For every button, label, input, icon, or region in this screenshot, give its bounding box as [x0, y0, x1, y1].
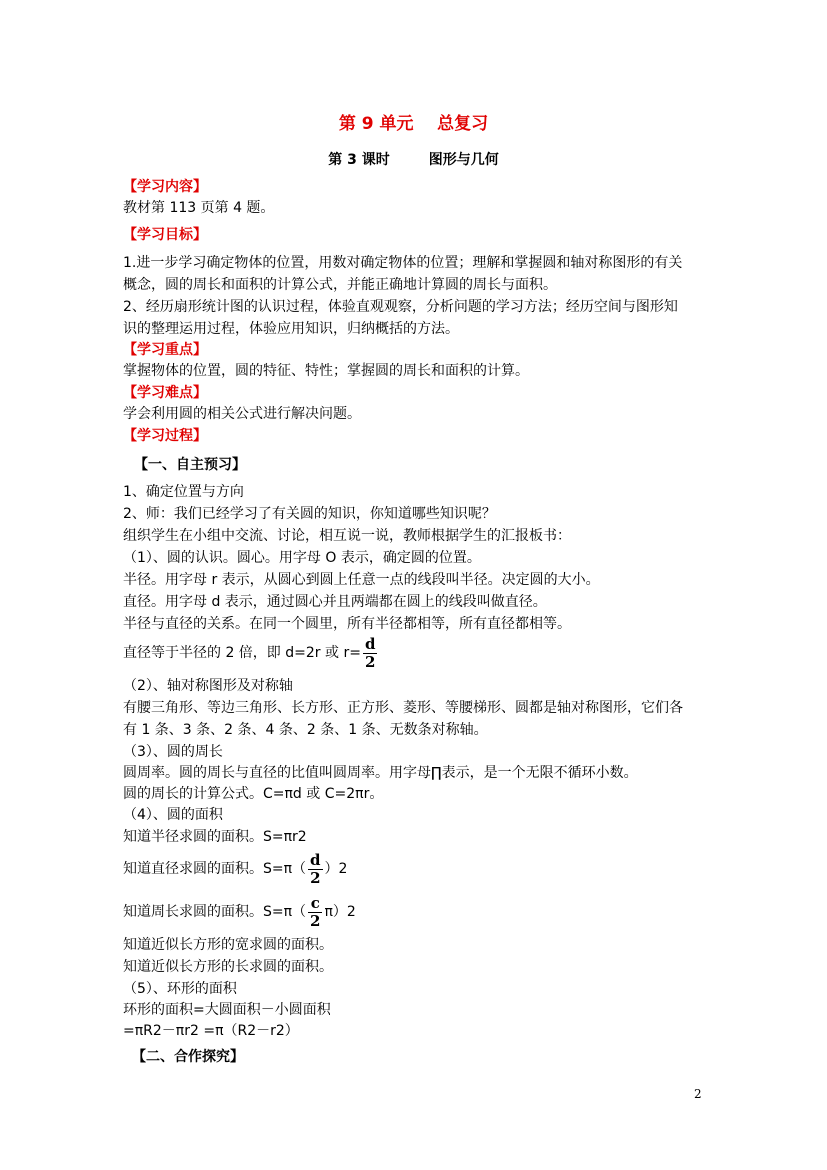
content-text: 教材第 113 页第 4 题。 [123, 200, 275, 216]
preview-line: 圆周率。圆的周长与直径的比值叫圆周率。用字母∏表示，是一个无限不循环小数。 [123, 765, 638, 781]
formula-line-diameter [123, 633, 379, 673]
preview-line: 知道半径求圆的面积。S=πr2 [123, 829, 307, 845]
fraction-denominator: 2 [310, 911, 321, 930]
preview-line: （3）、圆的周长 [123, 744, 223, 760]
page-subtitle: 第 3 课时 图形与几何 [328, 152, 499, 168]
heading-content: 【学习内容】 [123, 179, 207, 195]
goal-1-line-1: 1.进一步学习确定物体的位置，用数对确定物体的位置；理解和掌握圆和轴对称图形的有关 [123, 255, 683, 271]
heading-process: 【学习过程】 [123, 428, 207, 444]
page-number: 2 [694, 1087, 702, 1101]
formula-text: 知道直径求圆的面积。S=π（ [123, 861, 307, 877]
preview-line: 直径。用字母 d 表示，通过圆心并且两端都在圆上的线段叫做直径。 [123, 594, 547, 610]
fraction-numerator: d [364, 634, 376, 653]
preview-line: =πR2－πr2 =π（R2－r2） [123, 1023, 299, 1039]
preview-line: （2）、轴对称图形及对称轴 [123, 678, 293, 694]
preview-line: 知道近似长方形的宽求圆的面积。 [123, 937, 333, 953]
fraction [363, 634, 378, 671]
preview-line: 环形的面积=大圆面积－小圆面积 [123, 1002, 331, 1018]
preview-line: （1）、圆的认识。圆心。用字母 O 表示，确定圆的位置。 [123, 550, 481, 566]
fraction-denominator: 2 [364, 652, 376, 671]
difficulty-text: 学会利用圆的相关公式进行解决问题。 [123, 406, 361, 422]
preview-line: （4）、圆的面积 [123, 807, 223, 823]
goal-1-line-2: 概念，圆的周长和面积的计算公式，并能正确地计算圆的周长与面积。 [123, 277, 557, 293]
preview-line: 1、确定位置与方向 [123, 484, 244, 500]
formula-line-area-diameter [123, 849, 347, 889]
heading-key: 【学习重点】 [123, 342, 207, 358]
formula-text: 直径等于半径的 2 倍，即 d=2r 或 r= [123, 645, 361, 661]
heading-goals: 【学习目标】 [123, 227, 207, 243]
formula-text: 知道周长求圆的面积。S=π（ [123, 904, 307, 920]
preview-line: 组织学生在小组中交流、讨论，相互说一说，教师根据学生的汇报板书： [123, 528, 571, 544]
heading-preview: 【一、自主预习】 [134, 457, 246, 473]
formula-text: ）2 [324, 861, 348, 877]
heading-explore: 【二、合作探究】 [132, 1049, 244, 1065]
fraction [308, 893, 322, 930]
preview-line: （5）、环形的面积 [123, 981, 237, 997]
goal-2-line-2: 识的整理运用过程，体验应用知识，归纳概括的方法。 [123, 321, 459, 337]
key-text: 掌握物体的位置，圆的特征、特性；掌握圆的周长和面积的计算。 [123, 363, 529, 379]
preview-line: 2、师：我们已经学习了有关圆的知识，你知道哪些知识呢？ [123, 506, 496, 522]
fraction-numerator: c [310, 893, 320, 912]
formula-text: π）2 [324, 904, 356, 920]
preview-line: 半径。用字母 r 表示，从圆心到圆上任意一点的线段叫半径。决定圆的大小。 [123, 572, 600, 588]
preview-line: 半径与直径的关系。在同一个圆里，所有半径都相等，所有直径都相等。 [123, 616, 571, 632]
preview-line: 知道近似长方形的长求圆的面积。 [123, 959, 333, 975]
page-title: 第 9 单元 总复习 [338, 114, 489, 134]
fraction-numerator: d [310, 850, 321, 869]
preview-line: 有腰三角形、等边三角形、长方形、正方形、菱形、等腰梯形、圆都是轴对称图形，它们各 [123, 700, 683, 716]
fraction [308, 850, 323, 887]
formula-line-area-circumference [123, 892, 356, 932]
goal-2-line-1: 2、经历扇形统计图的认识过程，体验直观观察，分析问题的学习方法；经历空间与图形知 [123, 299, 678, 315]
fraction-denominator: 2 [310, 868, 321, 887]
heading-difficulty: 【学习难点】 [123, 385, 207, 401]
preview-line: 有 1 条、3 条、2 条、4 条、2 条、1 条、无数条对称轴。 [123, 722, 488, 738]
preview-line: 圆的周长的计算公式。C=πd 或 C=2πr。 [123, 786, 384, 802]
